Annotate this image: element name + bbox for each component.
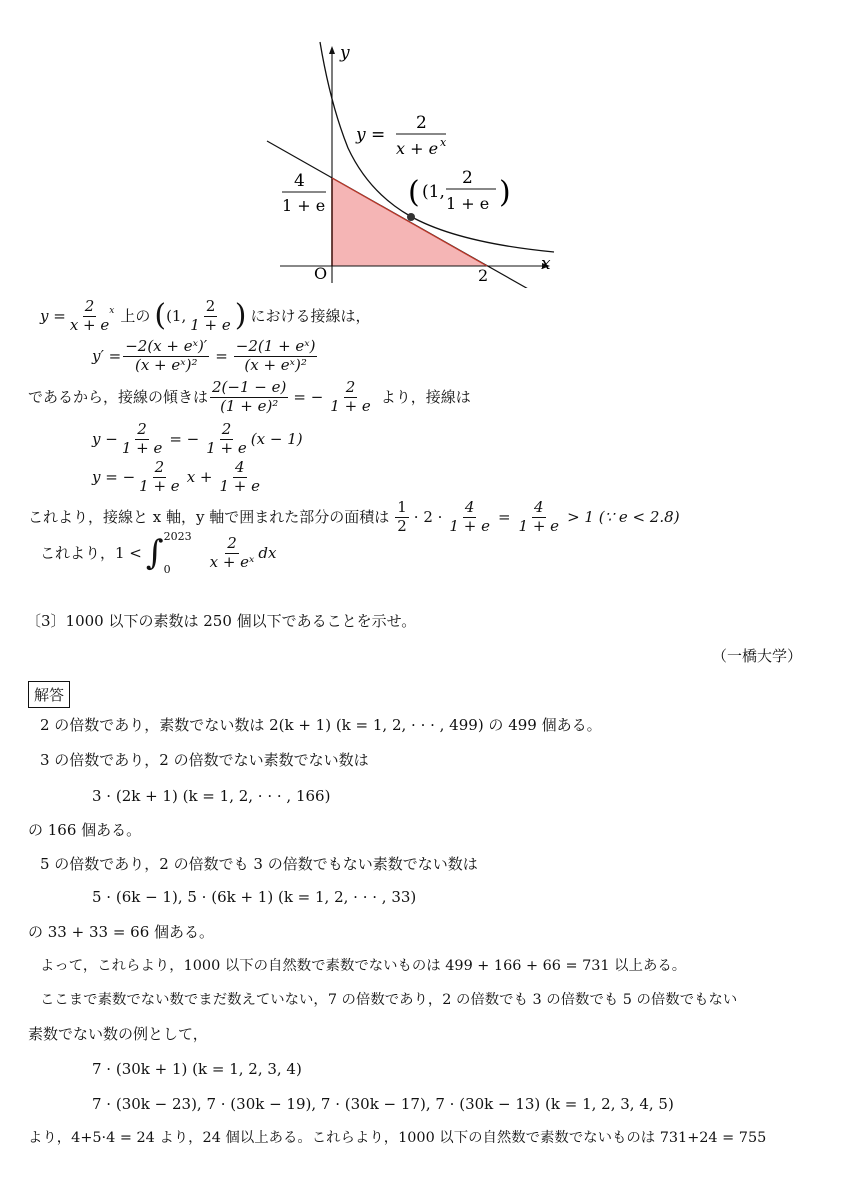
slope-suffix: より，接線は bbox=[380, 387, 471, 406]
tangent-point bbox=[407, 213, 415, 221]
area-half: $\frac{1}{2}$ bbox=[397, 497, 407, 535]
answer-line-11: 7 · (30k + 1) (k = 1, 2, 3, 4) bbox=[92, 1060, 302, 1078]
origin-label: O bbox=[314, 264, 328, 283]
sol-line1: y = $\frac{2}{x + e}$ x 上の ( (1, $\frac{2}{1 + e}$ ) における接線は， bbox=[40, 296, 371, 334]
slope-prefix: であるから，接線の傾きは bbox=[28, 387, 209, 406]
point-left: (1, bbox=[422, 182, 445, 202]
answer-line-13: より，4+5·4 = 24 より，24 個以上ある。これらより，1000 以下の自然数で素数でないものは 731+24 = 755 bbox=[28, 1130, 767, 1146]
area-frac-1: $\frac{4}{1 + e}$ bbox=[449, 497, 490, 535]
area-suffix: > 1 (∵ e < 2.8) bbox=[567, 507, 680, 526]
integral-sign: ∫ bbox=[145, 533, 164, 573]
curve-label-lhs: y = bbox=[356, 125, 386, 145]
concl-frac: $\frac{2}{\text{x + eˣ}}$ bbox=[209, 533, 255, 571]
deriv-lhs: y′ = bbox=[92, 346, 122, 365]
answer-line-9: ここまで素数でない数でまだ数えていない，7 の倍数であり，2 の倍数でも 3 の倍数でも 5 の倍数でもない bbox=[40, 992, 738, 1008]
sol-conclusion bbox=[40, 530, 276, 576]
point-den: 1 + e bbox=[446, 194, 490, 213]
tan2-mid: x + bbox=[186, 467, 213, 486]
sol-line1-pt-frac: $\frac{2}{1 + e}$ bbox=[190, 296, 231, 334]
integral-limits bbox=[164, 531, 192, 575]
area-mid: · 2 · bbox=[413, 507, 443, 526]
y-intercept-num: 4 bbox=[294, 171, 305, 191]
curve-label-den: x + e bbox=[396, 139, 439, 158]
sol-derivative bbox=[92, 336, 319, 376]
integral-lower: 0 bbox=[163, 563, 171, 576]
area-eq: = bbox=[497, 507, 511, 526]
tangent-figure bbox=[262, 38, 562, 288]
answer-line-2: 3 の倍数であり，2 の倍数でない素数でない数は bbox=[40, 751, 369, 769]
point-open: ( bbox=[408, 175, 420, 210]
tan2-lhs: y = − bbox=[92, 467, 136, 486]
sol-line1-frac: $\frac{2}{x + e}$ bbox=[69, 296, 110, 334]
sol-line1-suffix: における接線は， bbox=[250, 306, 371, 325]
answer-line-10: 素数でない数の例として， bbox=[28, 1025, 208, 1043]
sol-line1-pt-left: (1, bbox=[166, 306, 187, 325]
problem3-source: （一橋大学） bbox=[712, 647, 803, 665]
sol-tangent-2 bbox=[92, 457, 264, 497]
deriv-frac-1: $\frac{\text{−2(x + eˣ)′}}{\text{(x + eˣ)²}}$ bbox=[125, 336, 208, 374]
concl-prefix: これより，1 < bbox=[40, 543, 142, 562]
answer-line-6: 5 · (6k − 1), 5 · (6k + 1) (k = 1, 2, · · · , 33) bbox=[92, 888, 417, 906]
tan1-frac-2: $\frac{2}{1 + e}$ bbox=[206, 419, 247, 457]
sol-tangent-1 bbox=[92, 419, 303, 459]
deriv-eq: = bbox=[215, 346, 228, 365]
x-intercept-label: 2 bbox=[478, 266, 489, 285]
deriv-frac-2: $\frac{\text{−2(1 + eˣ)}}{\text{(x + eˣ)²}}$ bbox=[235, 336, 316, 374]
answer-line-12: 7 · (30k − 23), 7 · (30k − 19), 7 · (30k − 17), 7 · (30k − 13) (k = 1, 2, 3, 4, 5) bbox=[92, 1095, 674, 1113]
area-prefix: これより，接線と x 軸，y 軸で囲まれた部分の面積は bbox=[28, 507, 390, 526]
tan1-eq: = − bbox=[169, 429, 200, 448]
tan1-lhs: y − bbox=[92, 429, 118, 448]
integral-upper: 2023 bbox=[163, 530, 192, 543]
y-intercept-den: 1 + e bbox=[282, 196, 326, 215]
axis-x-label: x bbox=[541, 254, 551, 274]
slope-frac-1: $\frac{2(-1 - e)}{\text{(1 + e)²}}$ bbox=[212, 377, 287, 415]
tan1-tail: (x − 1) bbox=[250, 429, 303, 448]
curve-label-den-exp: x bbox=[440, 136, 447, 149]
tan2-frac-1: $\frac{2}{1 + e}$ bbox=[139, 457, 180, 495]
answer-line-3: 3 · (2k + 1) (k = 1, 2, · · · , 166) bbox=[92, 787, 331, 805]
problem3-statement: 〔3〕1000 以下の素数は 250 個以下であることを示せ。 bbox=[26, 612, 417, 630]
curve-label-num: 2 bbox=[416, 113, 427, 133]
sol-slope bbox=[28, 377, 471, 417]
answer-line-7: の 33 + 33 = 66 個ある。 bbox=[28, 923, 215, 941]
axis-y-label: y bbox=[340, 43, 350, 63]
y-axis-arrow bbox=[329, 46, 335, 54]
answer-line-5: 5 の倍数であり，2 の倍数でも 3 の倍数でもない素数でない数は bbox=[40, 855, 478, 873]
slope-eq: = − bbox=[293, 387, 324, 406]
slope-frac-2: $\frac{2}{1 + e}$ bbox=[330, 377, 371, 415]
tan1-frac-1: $\frac{2}{1 + e}$ bbox=[121, 419, 163, 457]
sol-line1-prefix: y = bbox=[40, 306, 66, 325]
area-frac-2: $\frac{4}{1 + e}$ bbox=[518, 497, 560, 535]
point-num: 2 bbox=[462, 168, 473, 188]
sol-line1-open: ( bbox=[154, 298, 167, 333]
sol-line1-mid: 上の bbox=[120, 306, 151, 325]
answer-line-1: 2 の倍数であり，素数でない数は 2(k + 1) (k = 1, 2, · · · , 499) の 499 個ある。 bbox=[40, 716, 602, 734]
tan2-frac-2: $\frac{4}{1 + e}$ bbox=[219, 457, 261, 495]
answer-line-4: の 166 個ある。 bbox=[28, 821, 142, 839]
sol-line1-close: ) bbox=[234, 298, 247, 333]
point-close: ) bbox=[499, 175, 511, 210]
answer-line-8: よって，これらより，1000 以下の自然数で素数でないものは 499 + 166 + 66 = 731 以上ある。 bbox=[40, 958, 687, 974]
answer-label: 解答 bbox=[28, 681, 70, 708]
concl-dx: dx bbox=[258, 543, 277, 562]
